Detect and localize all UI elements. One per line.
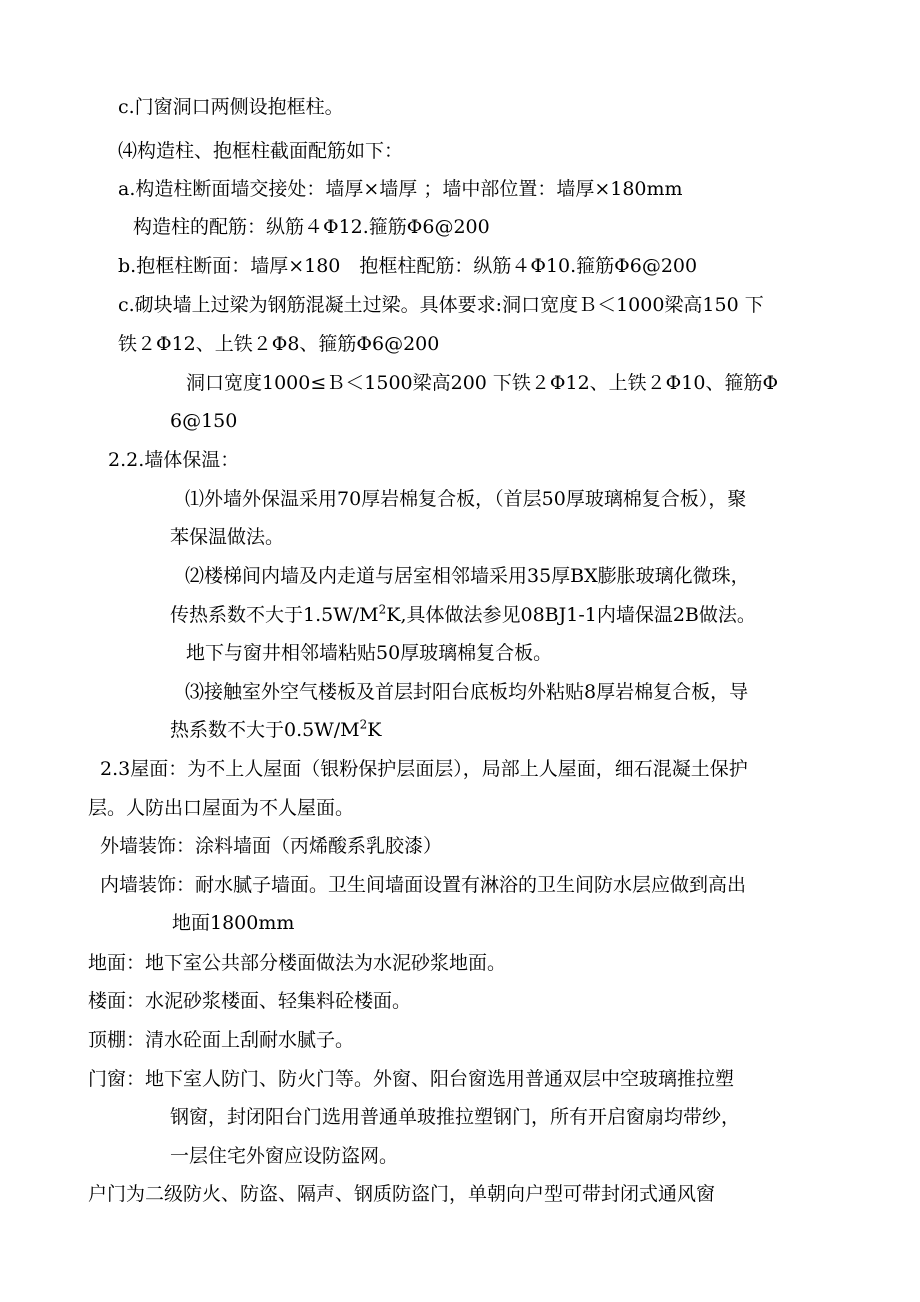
text-segment: K,具体做法参见08BJ1-1内墙保温2B做法。: [386, 604, 756, 626]
text-line: 楼面：水泥砂浆楼面、轻集料砼楼面。: [88, 990, 412, 1012]
text-line: 层。人防出口屋面为不人屋面。: [88, 797, 355, 819]
text-line: 苯保温做法。: [170, 526, 285, 548]
text-line: 构造柱的配筋：纵筋４Φ12.箍筋Φ6@200: [133, 216, 490, 238]
text-line: 地面1800mm: [172, 912, 295, 934]
text-segment: 传热系数不大于1.5W/M: [170, 604, 379, 626]
text-line: 钢窗，封闭阳台门选用普通单玻推拉塑钢门，所有开启窗扇均带纱，: [170, 1106, 741, 1128]
text-line: 地面：地下室公共部分楼面做法为水泥砂浆地面。: [88, 952, 507, 974]
text-line: b.抱框柱断面：墙厚×180 抱框柱配筋：纵筋４Φ10.箍筋Φ6@200: [118, 255, 698, 277]
text-line: c.砌块墙上过梁为钢筋混凝土过梁。具体要求:洞口宽度Ｂ＜1000梁高150 下: [118, 294, 764, 316]
text-line: 外墙装饰：涂料墙面（丙烯酸系乳胶漆）: [100, 835, 443, 857]
section-heading: 2.3屋面：为不上人屋面（银粉保护层面层），局部上人屋面，细石混凝土保护: [100, 758, 748, 780]
text-line: 顶棚：清水砼面上刮耐水腻子。: [88, 1029, 355, 1051]
superscript: 2: [359, 717, 368, 732]
text-line: 一层住宅外窗应设防盗网。: [170, 1145, 399, 1167]
text-line: [170, 717, 381, 743]
text-line: 铁２Φ12、上铁２Φ8、箍筋Φ6@200: [118, 333, 440, 355]
text-line: 6@150: [170, 410, 238, 432]
section-heading: 2.2.墙体保温：: [108, 449, 240, 471]
text-line: a.构造柱断面墙交接处：墙厚×墙厚 ；墙中部位置：墙厚×180mm: [118, 178, 683, 200]
text-line: 内墙装饰：耐水腻子墙面。卫生间墙面设置有淋浴的卫生间防水层应做到高出: [100, 874, 747, 896]
text-line: ⑴外墙外保温采用70厚岩棉复合板，（首层50厚玻璃棉复合板），聚: [185, 488, 747, 510]
text-line: [170, 602, 756, 628]
text-segment: 热系数不大于0.5W/M: [170, 719, 360, 741]
text-line: 户门为二级防火、防盗、隔声、钢质防盗门，单朝向户型可带封闭式通风窗: [88, 1183, 716, 1205]
text-line: ⑵楼梯间内墙及内走道与居室相邻墙采用35厚BX膨胀玻璃化微珠，: [185, 565, 750, 587]
text-line: ⑶接触室外空气楼板及首层封阳台底板均外粘贴8厚岩棉复合板，导: [185, 681, 749, 703]
text-line: c.门窗洞口两侧设抱框柱。: [118, 96, 344, 118]
text-line: 地下与窗井相邻墙粘贴50厚玻璃棉复合板。: [186, 642, 553, 664]
text-line: 门窗：地下室人防门、防火门等。外窗、阳台窗选用普通双层中空玻璃推拉塑: [88, 1068, 735, 1090]
text-segment: K: [367, 719, 382, 741]
superscript: 2: [378, 602, 387, 617]
text-line: ⑷构造柱、抱框柱截面配筋如下：: [118, 140, 404, 162]
text-line: 洞口宽度1000≤Ｂ＜1500梁高200 下铁２Φ12、上铁２Φ10、箍筋Φ: [186, 372, 779, 394]
